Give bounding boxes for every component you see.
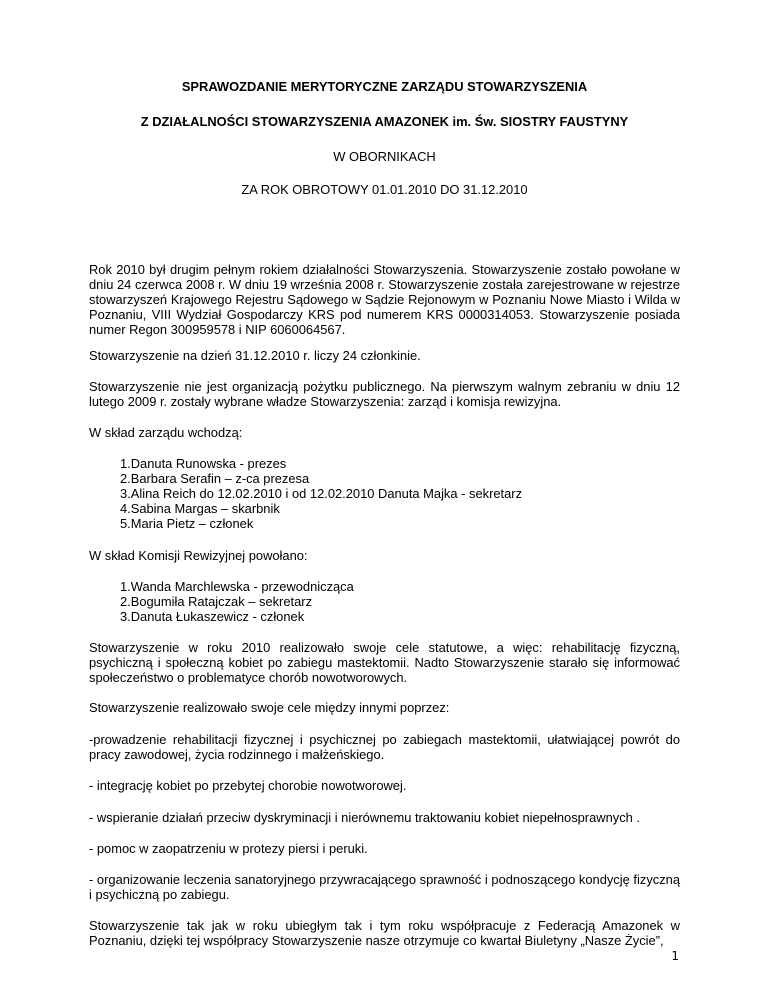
goal-item: -prowadzenie rehabilitacji fizycznej i psychicznej po zabiegach mastektomii, ułatwiającej powrót do pracy zawodowej, życia rodzinnego i małżeńskiego.	[89, 732, 680, 762]
means-intro: Stowarzyszenie realizowało swoje cele między innymi poprzez:	[89, 700, 450, 715]
members-paragraph: Stowarzyszenie na dzień 31.12.2010 r. liczy 24 członkinie.	[89, 348, 421, 363]
board-intro: W skład zarządu wchodzą:	[89, 425, 243, 440]
fiscal-year-line: ZA ROK OBROTOWY 01.01.2010 DO 31.12.2010	[241, 182, 528, 197]
goal-item: - integrację kobiet po przebytej chorobie nowotworowej.	[89, 778, 407, 793]
list-item: 3.Danuta Łukaszewicz - członek	[120, 609, 305, 624]
goal-item: - organizowanie leczenia sanatoryjnego przywracającego sprawność i podnoszącego kondycję fizyczną i psychiczną po zabiegu.	[89, 872, 680, 902]
goals-paragraph: Stowarzyszenie w roku 2010 realizowało swoje cele statutowe, a więc: rehabilitację fizyczną, psychiczną i społeczną kobiet po zabiegu mastektomii. Nadto Stowarzyszenie starało się informować społeczeństwo o problematyce chorób nowotworowych.	[89, 640, 680, 685]
report-title: SPRAWOZDANIE MERYTORYCZNE ZARZĄDU STOWARZYSZENIA	[181, 79, 588, 94]
authorities-paragraph: Stowarzyszenie nie jest organizacją pożytku publicznego. Na pierwszym walnym zebraniu w dniu 12 lutego 2009 r. zostały wybrane władze Stowarzyszenia: zarząd i komisja rewizyjna.	[89, 379, 680, 409]
audit-intro: W skład Komisji Rewizyjnej powołano:	[89, 548, 308, 563]
cooperation-paragraph: Stowarzyszenie tak jak w roku ubiegłym tak i tym roku współpracuje z Federacją Amazonek w Poznaniu, dzięki tej współpracy Stowarzyszenie nasze otrzymuje co kwartał Biuletyny „Nasze Życie”,	[89, 918, 680, 948]
goal-item: - pomoc w zaopatrzeniu w protezy piersi i peruki.	[89, 841, 368, 856]
list-item: 1.Wanda Marchlewska - przewodnicząca	[120, 579, 354, 594]
list-item: 2.Bogumiła Ratajczak – sekretarz	[120, 594, 313, 609]
association-title: Z DZIAŁALNOŚCI STOWARZYSZENIA AMAZONEK im. Św. SIOSTRY FAUSTYNY	[140, 114, 629, 129]
location-line: W OBORNIKACH	[333, 149, 436, 164]
intro-paragraph: Rok 2010 był drugim pełnym rokiem działalności Stowarzyszenia. Stowarzyszenie zostało powołane w dniu 24 czerwca 2008 r. W dniu 19 września 2008 r. Stowarzyszenie została zarejestrowane w rejestrze stowarzyszeń Krajowego Rejestru Sądowego w Sądzie Rejonowym w Poznaniu Nowe Miasto i Wilda w Poznaniu, VIII Wydział Gospodarczy KRS pod numerem KRS 0000314053. Stowarzyszenie posiada numer Regon 300959578 i NIP 6060064567.	[89, 262, 680, 337]
list-item: 1.Danuta Runowska - prezes	[120, 456, 287, 471]
list-item: 4.Sabina Margas – skarbnik	[120, 501, 280, 516]
list-item: 5.Maria Pietz – członek	[120, 516, 254, 531]
page-number: 1	[671, 949, 679, 963]
board-list	[120, 456, 680, 531]
goal-item: - wspieranie działań przeciw dyskryminacji i nierównemu traktowaniu kobiet niepełnosprawnych .	[89, 810, 640, 825]
list-item: 3.Alina Reich do 12.02.2010 i od 12.02.2010 Danuta Majka - sekretarz	[120, 486, 523, 501]
audit-list	[120, 579, 680, 624]
list-item: 2.Barbara Serafin – z-ca prezesa	[120, 471, 310, 486]
